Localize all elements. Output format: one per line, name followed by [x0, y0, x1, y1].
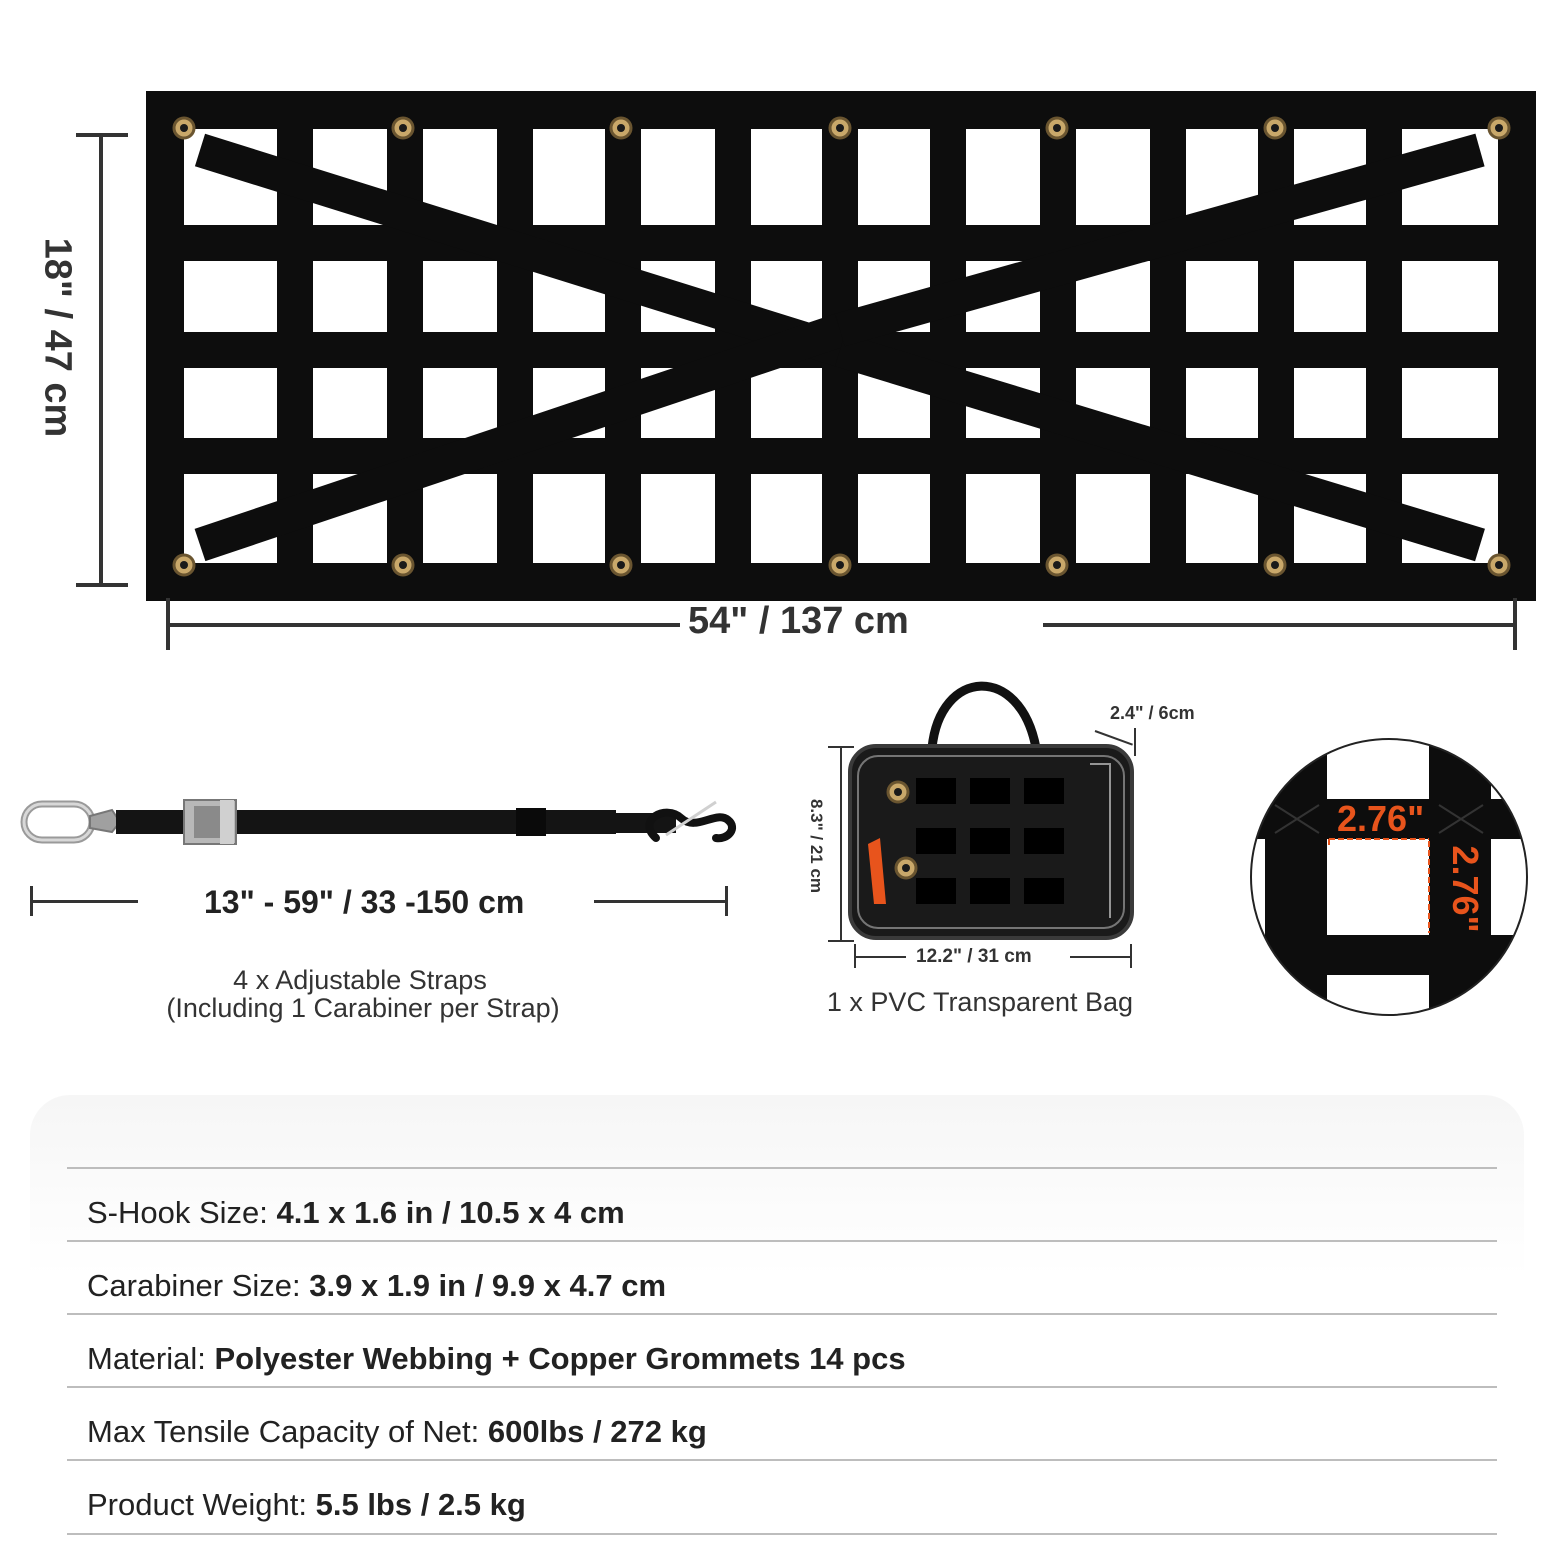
strap-length-label: 13" - 59" / 33 -150 cm	[204, 884, 525, 920]
bag-height-line	[840, 746, 842, 942]
net-horizontal-strap	[165, 225, 1517, 261]
spec-text	[87, 1487, 526, 1523]
spec-value: Polyester Webbing + Copper Grommets 14 pcs	[214, 1341, 906, 1376]
bag-width-line-right	[1070, 956, 1132, 958]
mesh-horizontal-label: 2.76"	[1337, 798, 1425, 839]
grommet-hole	[1053, 561, 1061, 569]
spec-value: 5.5 lbs / 2.5 kg	[315, 1487, 526, 1522]
bag-depth-tick	[1134, 728, 1136, 756]
grommet-hole	[1495, 561, 1503, 569]
width-dimension-tick-right	[1513, 598, 1517, 650]
grommet-hole	[399, 561, 407, 569]
spec-label: S-Hook Size:	[87, 1195, 277, 1230]
grommet-hole	[617, 561, 625, 569]
bag-depth-label: 2.4" / 6cm	[1110, 703, 1195, 723]
spec-text	[87, 1341, 906, 1377]
strap-dimension-tick-right	[725, 886, 728, 916]
bag-caption: 1 x PVC Transparent Bag	[826, 987, 1134, 1017]
strap-caption-line2: (Including 1 Carabiner per Strap)	[166, 993, 560, 1023]
grommet-hole	[180, 124, 188, 132]
mesh-vertical-label: 2.76"	[1445, 845, 1486, 933]
spec-text	[87, 1268, 666, 1304]
spec-row-carabiner	[67, 1240, 1497, 1314]
strap-dimension-line-left	[30, 900, 138, 903]
spec-text	[87, 1195, 625, 1231]
pvc-bag-image	[840, 668, 1140, 948]
strap-caption-line1: 4 x Adjustable Straps	[233, 965, 487, 995]
cargo-net-illustration	[0, 0, 1554, 660]
spec-value: 600lbs / 272 kg	[487, 1414, 707, 1449]
cargo-net-image	[0, 0, 1554, 660]
spec-label: Material:	[87, 1341, 215, 1376]
grommet-hole	[1495, 124, 1503, 132]
bag-width-line-left	[854, 956, 906, 958]
spec-row-material	[67, 1313, 1497, 1387]
adjustable-strap-image	[16, 780, 756, 860]
width-dimension-line-left	[168, 623, 680, 627]
height-dimension-tick-bottom	[76, 583, 128, 587]
net-width-label: 54" / 137 cm	[688, 600, 909, 642]
spec-value: 3.9 x 1.9 in / 9.9 x 4.7 cm	[309, 1268, 667, 1303]
grommet-hole	[1271, 124, 1279, 132]
grommet-hole	[1271, 561, 1279, 569]
net-height-label: 18" / 47 cm	[36, 237, 79, 438]
strap-dimension-line-right	[594, 900, 728, 903]
bag-height-tick-bottom	[828, 940, 854, 942]
spec-label: Max Tensile Capacity of Net:	[87, 1414, 488, 1449]
bag-height-label: 8.3" / 21 cm	[806, 786, 826, 906]
spec-label: Product Weight:	[87, 1487, 316, 1522]
grommet-hole	[836, 124, 844, 132]
grommet-hole	[180, 561, 188, 569]
spec-row-s-hook	[67, 1167, 1497, 1241]
spec-value: 4.1 x 1.6 in / 10.5 x 4 cm	[276, 1195, 625, 1230]
cam-buckle-icon	[184, 800, 236, 844]
bag-width-tick-right	[1130, 944, 1132, 968]
mesh-detail-image	[1245, 733, 1535, 1023]
spec-row-tensile-capacity	[67, 1386, 1497, 1460]
spec-label: Carabiner Size:	[87, 1268, 310, 1303]
grommet-hole	[617, 124, 625, 132]
grommet-hole	[1053, 124, 1061, 132]
grommet-hole	[836, 561, 844, 569]
net-horizontal-strap	[165, 438, 1517, 474]
bag-width-label: 12.2" / 31 cm	[916, 946, 1032, 967]
grommet-hole	[399, 124, 407, 132]
carabiner-icon	[24, 804, 120, 840]
spec-text	[87, 1414, 707, 1450]
width-dimension-line-right	[1043, 623, 1515, 627]
specifications-panel	[30, 1095, 1524, 1547]
spec-row-weight	[67, 1459, 1497, 1535]
height-dimension-line	[99, 135, 103, 585]
